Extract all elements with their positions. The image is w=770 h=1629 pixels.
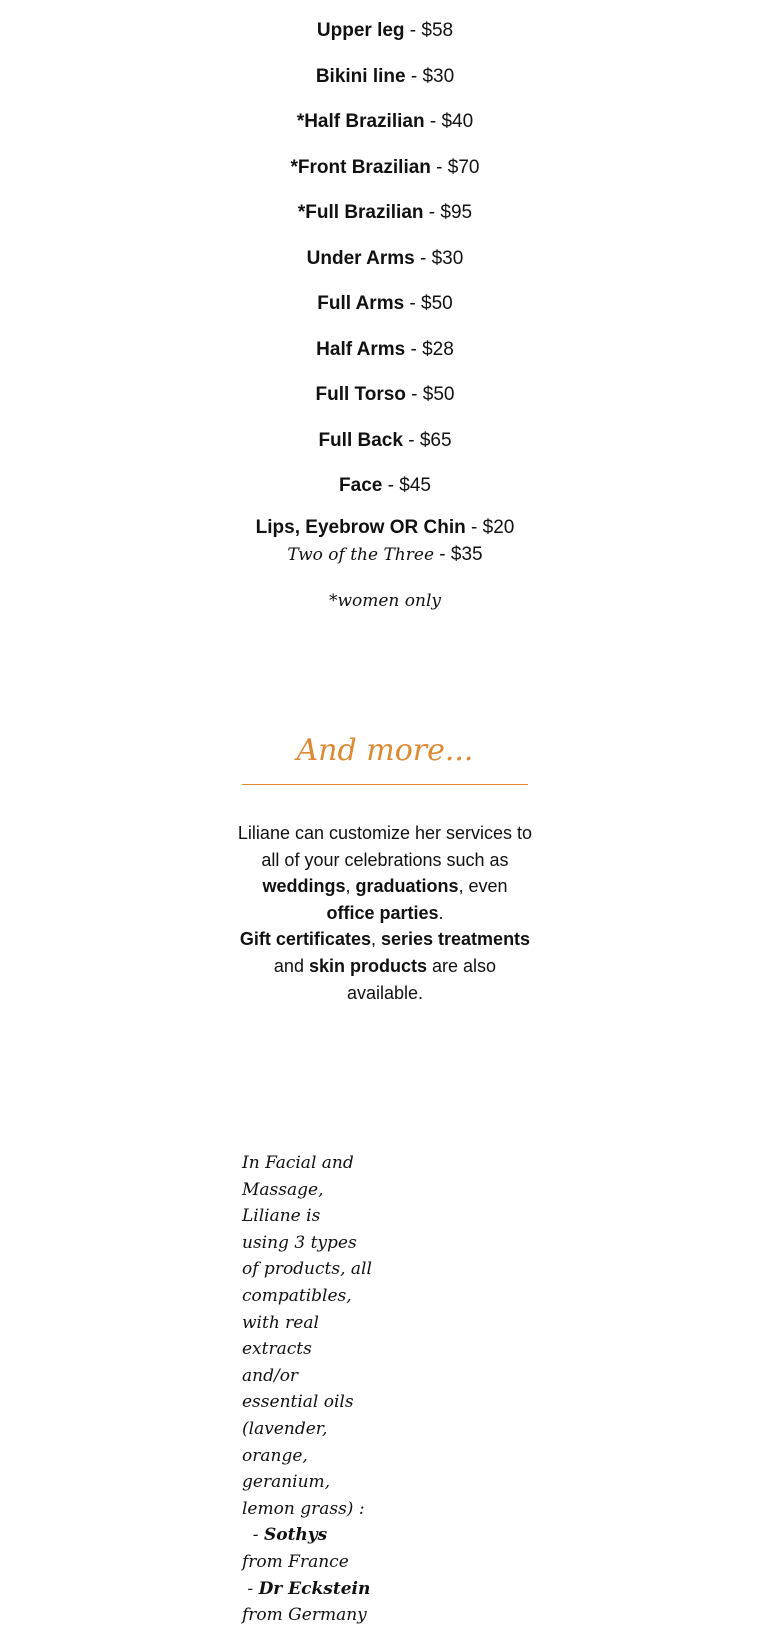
series-treatments-text: series treatments [380, 929, 531, 950]
combo-alt-label: Two of the Three [287, 544, 435, 565]
service-price: $70 [447, 156, 480, 178]
service-price: $95 [440, 202, 473, 223]
service-name: Bikini line [315, 65, 406, 87]
also-available-text: are also available. [346, 955, 497, 1003]
service-name: Face [339, 475, 383, 496]
brand-sothys-origin: from France [242, 1551, 349, 1572]
price-item: Under Arms - $30 [306, 247, 464, 269]
service-name: Full Arms [317, 293, 405, 314]
brand-dr-eckstein-origin: from Germany [242, 1605, 367, 1626]
price-item: Full Torso - $50 [315, 384, 455, 405]
products-intro: In Facial and Massage, Liliane is using 3 types of products, all compatibles, with real extracts and/or essential oils (lavender, orange, geranium, lemon grass) : [242, 1153, 372, 1519]
service-name: *Full Brazilian [297, 202, 424, 223]
price-item: *Front Brazilian - $70 [290, 156, 480, 178]
price-item: Bikini line - $30 [315, 65, 455, 87]
combo-price: $20 [482, 516, 515, 538]
even-text: , even [458, 876, 508, 897]
service-name: Upper leg [316, 20, 405, 41]
service-price: $50 [422, 384, 455, 405]
service-name: Under Arms [306, 247, 415, 269]
office-parties-text: office parties [326, 902, 439, 923]
and-more-heading: And more... [296, 733, 474, 768]
price-item: *Full Brazilian - $95 [297, 202, 473, 223]
service-price: $30 [422, 65, 455, 87]
products-section: In Facial and Massage, Liliane is using 3 types of products, all compatibles, with real extracts and/or essential oils (lavender, orange, geranium, lemon grass) : - Sothys from France - Dr Eckstein from Germany [242, 1153, 372, 1626]
service-price: $65 [419, 429, 452, 451]
service-price: $45 [399, 475, 431, 496]
women-only-note: *women only [328, 590, 442, 611]
combo-service: Lips, Eyebrow OR Chin [255, 516, 466, 538]
service-price: $30 [431, 247, 464, 269]
service-name: Full Torso [315, 384, 406, 405]
heading-divider [242, 784, 528, 785]
weddings-text: weddings [262, 876, 346, 897]
service-price: $58 [421, 20, 454, 41]
price-item: *Half Brazilian - $40 [296, 111, 474, 132]
intro-text: Liliane can customize her services to all of your celebrations such as [237, 823, 533, 870]
service-price: $28 [422, 338, 454, 360]
service-name: *Half Brazilian [296, 111, 425, 132]
service-name: Half Arms [316, 338, 406, 360]
price-list [0, 14, 770, 614]
brand-sothys: Sothys [263, 1525, 328, 1546]
price-item: Upper leg - $58 [316, 20, 454, 41]
price-items [0, 14, 770, 515]
graduations-text: graduations [355, 876, 459, 897]
and-text: and [273, 955, 304, 976]
service-price: $40 [441, 111, 474, 132]
service-name: Full Back [318, 429, 403, 451]
price-item: Full Arms - $50 [317, 293, 453, 314]
brand-dr-eckstein: Dr Eckstein [258, 1578, 371, 1599]
service-name: *Front Brazilian [290, 156, 431, 178]
skin-products-text: skin products [308, 955, 428, 976]
combo-alt-price: $35 [450, 543, 483, 565]
combo-item: Lips, Eyebrow OR Chin - $20 Two of the Three - $35 [255, 516, 515, 565]
price-item: Face - $45 [339, 475, 431, 496]
price-item: Full Back - $65 [318, 429, 452, 451]
price-item: Half Arms - $28 [316, 338, 454, 360]
gift-certificates-text: Gift certificates [239, 929, 371, 950]
service-price: $50 [421, 293, 453, 314]
and-more-text: Liliane can customize her services to all of your celebrations such as weddings, graduations, even office parties. Gift certificates, series treatments and skin products are also available. [237, 823, 533, 1003]
